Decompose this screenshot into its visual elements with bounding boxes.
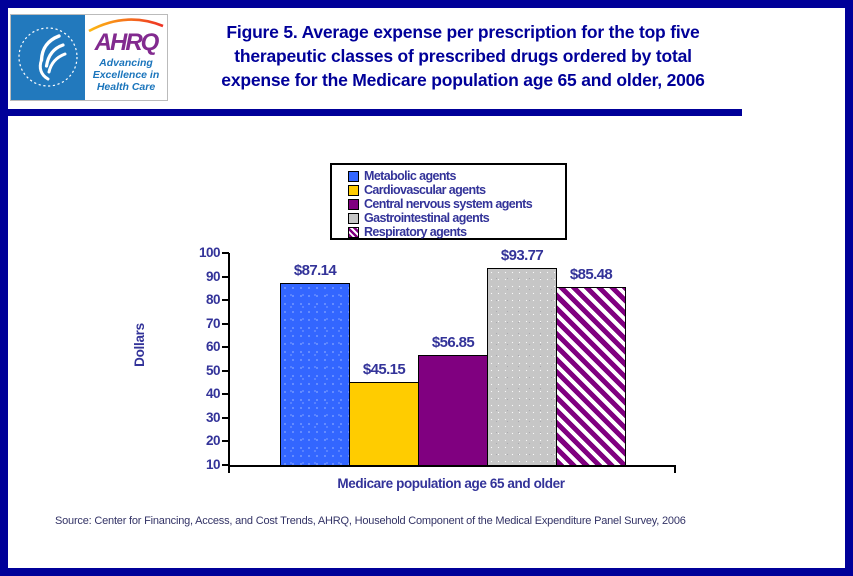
x-axis-title: Medicare population age 65 and older	[337, 476, 565, 491]
legend-swatch-icon	[348, 185, 359, 196]
bar-central-nervous-system-agents	[418, 355, 488, 466]
y-tick-label: 80	[205, 292, 220, 308]
legend-item	[348, 183, 565, 197]
bar-respiratory-agents	[556, 287, 626, 466]
legend-label: Central nervous system agents	[364, 197, 533, 211]
y-tick-label: 10	[205, 457, 220, 472]
ahrq-logo-text-block	[85, 15, 167, 100]
y-axis-line	[228, 253, 230, 467]
y-tick-mark	[222, 299, 229, 301]
y-tick-mark	[222, 440, 229, 442]
y-tick-label: 30	[205, 409, 220, 425]
y-axis-title: Dollars	[132, 323, 147, 367]
tagline-line: Advancing	[99, 57, 153, 69]
y-tick-mark	[222, 370, 229, 372]
bar-gastrointestinal-agents	[487, 268, 557, 466]
y-tick-label: 90	[205, 268, 220, 284]
header-divider	[8, 109, 742, 116]
x-axis-right-endtick	[674, 465, 676, 473]
legend-swatch-icon	[348, 199, 359, 210]
ahrq-logo	[10, 14, 168, 101]
figure-title-line: Figure 5. Average expense per prescription for the top five	[226, 22, 700, 42]
y-tick-mark	[222, 252, 229, 254]
chart-legend	[330, 163, 567, 240]
legend-item	[348, 211, 565, 225]
legend-label: Metabolic agents	[364, 169, 456, 183]
y-tick-label: 60	[205, 339, 220, 355]
legend-label: Respiratory agents	[364, 225, 467, 239]
source-note: Source: Center for Financing, Access, and Cost Trends, AHRQ, Household Component of the Medical Expenditure Panel Survey, 2006	[55, 515, 686, 527]
y-tick-mark	[222, 464, 229, 466]
y-tick-mark	[222, 346, 229, 348]
legend-label: Gastrointestinal agents	[364, 211, 490, 225]
y-tick-label: 50	[205, 362, 220, 378]
y-tick-label: 40	[205, 386, 220, 402]
legend-item	[348, 169, 565, 183]
legend-swatch-icon	[348, 171, 359, 182]
bar-value-label: $87.14	[293, 262, 337, 280]
x-axis-left-endtick	[228, 465, 230, 473]
bar-cardiovascular-agents	[349, 382, 419, 466]
y-tick-mark	[222, 417, 229, 419]
figure-title-line: expense for the Medicare population age 65 and older, 2006	[221, 70, 705, 90]
figure-title-line: therapeutic classes of prescribed drugs ordered by total	[234, 46, 692, 66]
tagline-line: Excellence in	[92, 69, 160, 81]
legend-swatch-icon	[348, 227, 359, 238]
legend-item	[348, 197, 565, 211]
y-tick-label: 20	[205, 433, 220, 449]
bar-value-label: $45.15	[362, 361, 406, 379]
bar-value-label: $93.77	[500, 246, 544, 264]
legend-item	[348, 225, 565, 239]
figure-title	[168, 20, 758, 92]
tagline-line: Health Care	[96, 81, 156, 93]
ahrq-wordmark: AHRQ	[94, 29, 158, 56]
ahrq-tagline	[85, 57, 167, 93]
y-tick-mark	[222, 276, 229, 278]
y-tick-label: 100	[198, 245, 220, 260]
y-tick-mark	[222, 323, 229, 325]
bar-value-label: $85.48	[569, 266, 613, 284]
y-tick-label: 70	[205, 315, 220, 331]
y-tick-mark	[222, 393, 229, 395]
hhs-seal-icon	[11, 15, 85, 100]
bar-value-label: $56.85	[431, 333, 475, 351]
legend-label: Cardiovascular agents	[364, 183, 486, 197]
legend-swatch-icon	[348, 213, 359, 224]
